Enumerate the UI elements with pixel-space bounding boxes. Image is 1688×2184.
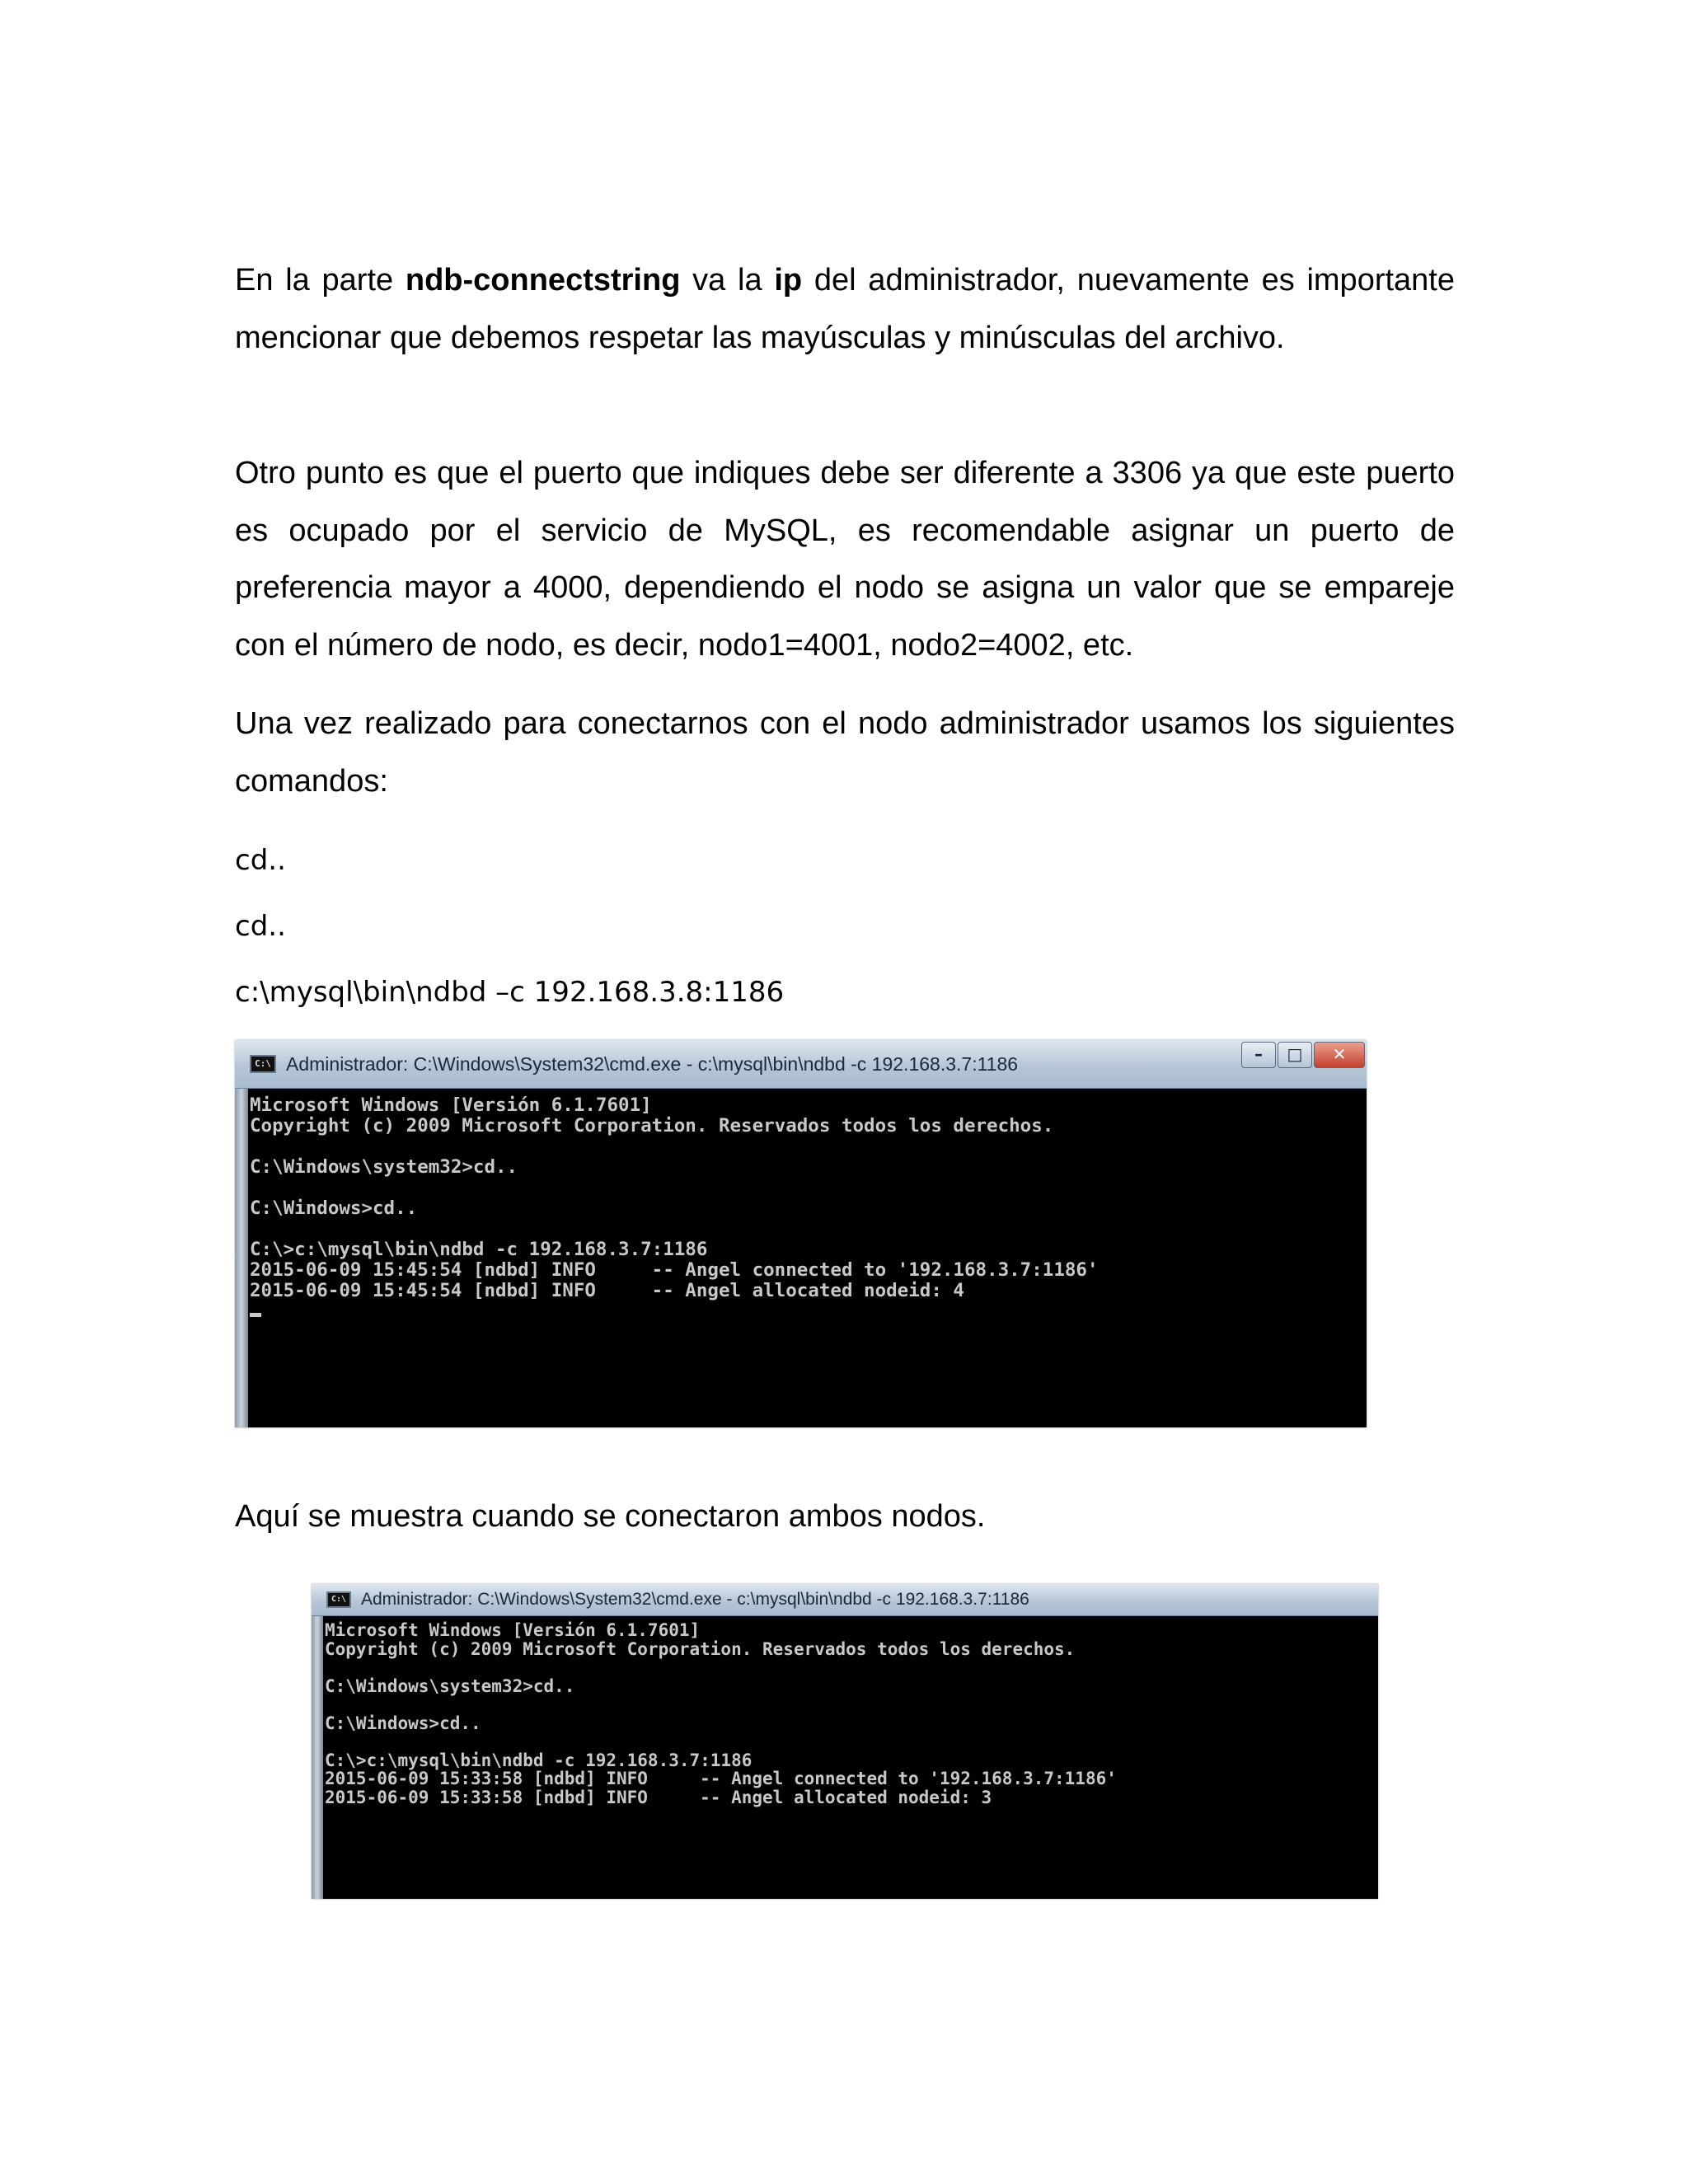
paragraph-connectstring — [235, 252, 1455, 367]
window-frame-left — [312, 1616, 323, 1899]
console-line: Microsoft Windows [Versión 6.1.7601] — [250, 1094, 652, 1116]
paragraph-both-nodes: Aquí se muestra cuando se conectaron ambos nodos. — [235, 1499, 986, 1534]
command-line: cd.. — [235, 910, 286, 943]
console-line: 2015-06-09 15:33:58 [ndbd] INFO -- Angel allocated nodeid: 3 — [325, 1787, 992, 1807]
bold-term-ip: ip — [774, 263, 803, 298]
bold-term-connectstring: ndb-connectstring — [405, 263, 681, 298]
minimize-button[interactable]: – — [1241, 1042, 1276, 1068]
window-title: Administrador: C:\Windows\System32\cmd.exe - c:\mysql\bin\ndbd -c 192.168.3.7:1186 — [361, 1590, 1029, 1609]
console-line: C:\>c:\mysql\bin\ndbd -c 192.168.3.7:1186 — [325, 1750, 753, 1770]
console-output — [323, 1616, 1378, 1899]
window-titlebar — [235, 1040, 1367, 1089]
console-line: C:\Windows\system32>cd.. — [250, 1156, 518, 1178]
console-line: C:\Windows>cd.. — [250, 1197, 418, 1219]
console-line: 2015-06-09 15:45:54 [ndbd] INFO -- Angel allocated nodeid: 4 — [250, 1280, 964, 1301]
console-line: 2015-06-09 15:45:54 [ndbd] INFO -- Angel connected to '192.168.3.7:1186' — [250, 1259, 1099, 1281]
cmd-icon: C:\ — [326, 1591, 351, 1608]
paragraph-text: va la — [680, 263, 775, 298]
cmd-window-screenshot-2 — [312, 1584, 1378, 1899]
window-titlebar — [312, 1584, 1378, 1616]
text-cursor — [250, 1313, 261, 1317]
console-output — [248, 1089, 1367, 1427]
console-line: C:\>c:\mysql\bin\ndbd -c 192.168.3.7:1186 — [250, 1239, 708, 1260]
paragraph-port: Otro punto es que el puerto que indiques debe ser diferente a 3306 ya que este puerto es ocupado por el servicio de MySQL, es recomendable asignar un puerto de preferencia mayor a 4000, dependiendo el nodo se asigna un valor que se empareje con el número de nodo, es decir, nodo1=4001, nodo2=4002, etc. — [235, 456, 1455, 663]
console-line: 2015-06-09 15:33:58 [ndbd] INFO -- Angel connected to '192.168.3.7:1186' — [325, 1769, 1117, 1788]
paragraph-text: En la parte — [235, 263, 406, 298]
console-line: C:\Windows\system32>cd.. — [325, 1675, 575, 1696]
console-line: Microsoft Windows [Versión 6.1.7601] — [325, 1620, 701, 1640]
cmd-window-screenshot-1 — [235, 1040, 1367, 1427]
cmd-icon: C:\ — [250, 1055, 276, 1073]
paragraph-commands-intro: Una vez realizado para conectarnos con el nodo administrador usamos los siguientes comandos: — [235, 706, 1455, 799]
window-frame-left — [235, 1089, 248, 1427]
maximize-button[interactable]: □ — [1278, 1042, 1312, 1068]
command-line: c:\mysql\bin\ndbd –c 192.168.3.8:1186 — [235, 976, 785, 1009]
console-line: C:\Windows>cd.. — [325, 1713, 481, 1733]
console-line: Copyright (c) 2009 Microsoft Corporation. Reservados todos los derechos. — [325, 1638, 1076, 1659]
window-controls — [1241, 1042, 1365, 1068]
close-button[interactable]: ✕ — [1314, 1042, 1365, 1068]
console-line: Copyright (c) 2009 Microsoft Corporation. Reservados todos los derechos. — [250, 1115, 1054, 1137]
command-line: cd.. — [235, 844, 286, 877]
paragraph-text: del administrador, nuevamente es importante mencionar que debemos respetar las mayúsculas y minúsculas del archivo. — [235, 263, 1455, 355]
window-title: Administrador: C:\Windows\System32\cmd.exe - c:\mysql\bin\ndbd -c 192.168.3.7:1186 — [286, 1052, 1019, 1075]
